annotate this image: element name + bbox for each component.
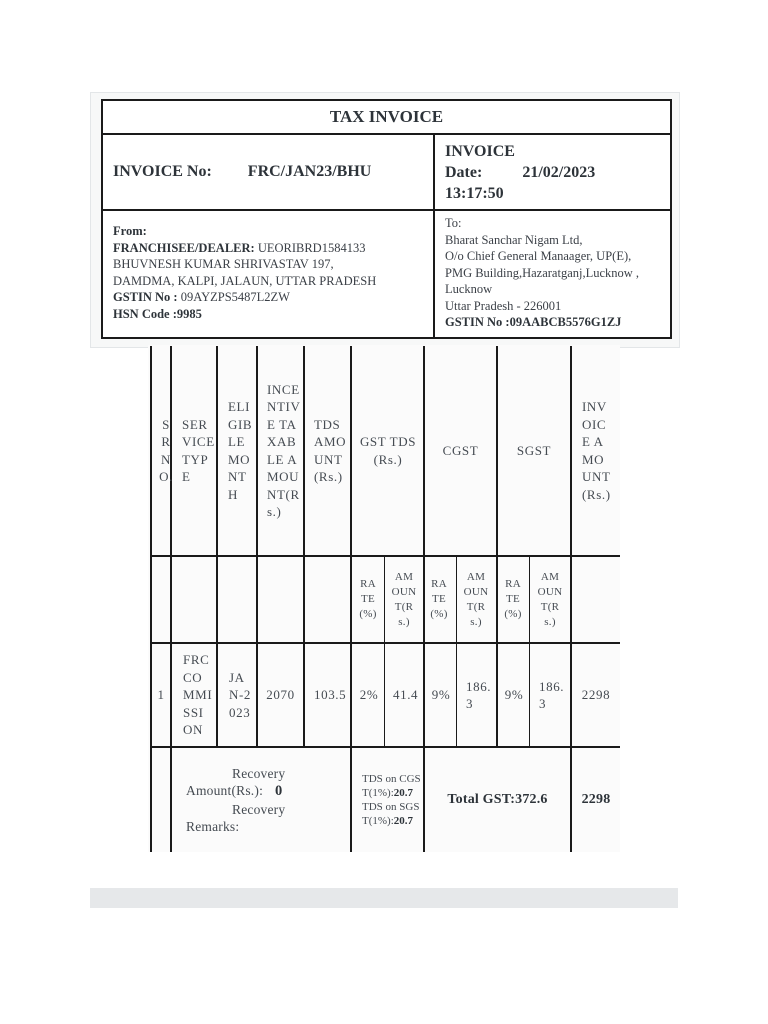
header-gst-tds-unit: (Rs.) [373,451,403,467]
to-line-1: Bharat Sanchar Nigam Ltd, [445,232,583,247]
row-sr-no: 1 [157,687,165,703]
header-eligible-month: ELIGIBLE MONTH [228,399,253,502]
row-cgst-rate: 9% [431,687,451,703]
header-service-type: SERVICE TYPE [182,416,215,484]
tds-sgst-label: TDS on SGST(1%): [362,801,420,827]
row-gst-amount: 41.4 [393,687,419,703]
total-invoice-amount: 2298 [581,792,611,808]
header-gst-tds-bold: GST TDS [359,434,417,449]
row-incentive-taxable: 2070 [266,687,295,703]
recovery-info [172,748,350,852]
row-tds-amount: 103.5 [314,687,347,703]
subheader-cgst-amount: AMOUNT(Rs.) [463,570,489,628]
header-sr-no: SR NO. [159,416,173,484]
recovery-remarks-label-1: Recovery [232,801,286,817]
recovery-remarks-label-2: Remarks: [186,819,240,834]
subheader-gst-amount: AMOUNT(Rs.) [391,570,417,628]
from-block [113,223,376,322]
invoice-date-label-2: Date: [445,164,483,181]
invoice-number [113,163,371,181]
hsn-code: HSN Code :9985 [113,306,202,321]
row-sgst-amount: 186.3 [539,678,565,711]
subheader-sgst-rate: RATE(%) [504,578,522,620]
invoice-table [150,346,620,852]
subheader-sgst-amount: AMOUNT(Rs.) [537,570,563,628]
row-gst-rate: 2% [359,687,379,703]
to-line-4: Lucknow [445,282,493,296]
recovery-amount-label-2: Amount(Rs.): [186,783,264,798]
row-invoice-amount: 2298 [581,687,611,703]
subheader-cgst-rate: RATE(%) [430,578,448,620]
invoice-number-label: INVOICE No: [113,163,212,180]
from-address-2: DAMDMA, KALPI, JALAUN, UTTAR PRADESH [113,273,377,288]
to-line-3: PMG Building,Hazaratganj,Lucknow , [445,265,640,280]
to-block [445,215,639,331]
to-gstin-value: 09AABCB5576G1ZJ [509,315,622,329]
header-tds-amount: TDS AMOUNT(Rs.) [314,416,347,484]
invoice-time-value: 13:17:50 [445,185,504,202]
tds-cgst-value: 20.7 [393,787,414,799]
tds-on-gst [362,748,422,852]
from-gstin-value: 09AYZPS5487L2ZW [177,290,290,304]
to-line-2: O/o Chief General Manaager, UP(E), [445,249,632,263]
invoice-header [101,99,672,339]
total-gst: Total GST:372.6 [447,792,548,808]
from-heading: From: [113,224,147,238]
subheader-gst-rate: RATE(%) [359,578,377,620]
dealer-code: UEORIBRD1584133 [254,240,366,255]
row-eligible-month: JAN-2023 [229,669,252,720]
recovery-amount-label-1: Recovery [232,765,286,781]
to-heading: To: [445,216,462,230]
invoice-date-value: 21/02/2023 [522,164,596,181]
from-gstin-label: GSTIN No : [113,290,178,304]
row-sgst-rate: 9% [504,687,524,703]
invoice-date [445,141,595,204]
row-service-type: FRC COMMISSION [183,652,213,738]
to-line-5: Uttar Pradesh - 226001 [445,298,562,313]
tds-cgst-label: TDS on CGST(1%): [362,773,421,799]
header-gst-tds [354,346,422,555]
invoice-date-label-1: INVOICE [445,143,515,160]
invoice-title: TAX INVOICE [329,106,444,126]
bottom-bar [90,888,678,908]
invoice-number-value: FRC/JAN23/BHU [247,163,372,180]
recovery-amount-value: 0 [275,783,283,799]
tds-sgst-value: 20.7 [393,815,414,827]
from-address-1: BHUVNESH KUMAR SHRIVASTAV 197, [113,257,334,271]
header-invoice-amount: INVOICE AMOUNT(Rs.) [582,399,611,502]
header-cgst: CGST [442,442,479,458]
row-cgst-amount: 186.3 [466,678,492,711]
to-gstin-label: GSTIN No : [445,315,510,329]
header-incentive-taxable: INCENTIVE TAXABLE AMOUNT(Rs.) [267,381,301,519]
header-sgst: SGST [516,442,552,458]
dealer-label: FRANCHISEE/DEALER: [113,240,255,255]
